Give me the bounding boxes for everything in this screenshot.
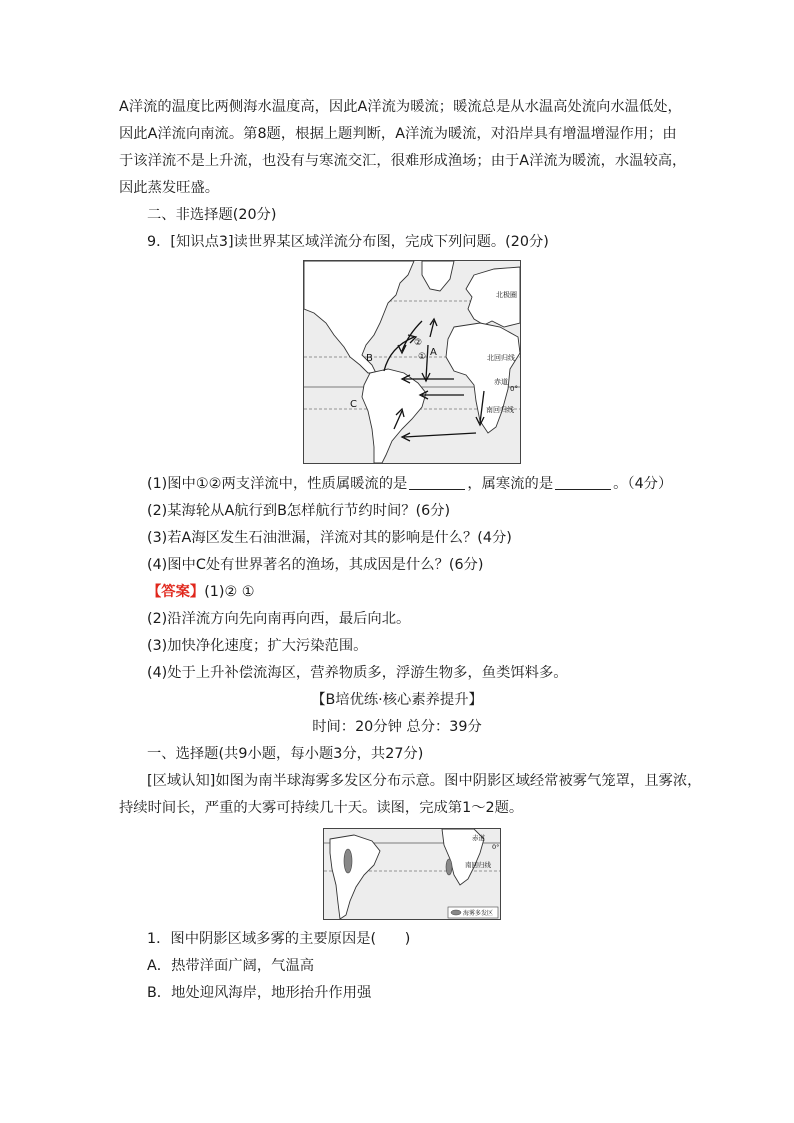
context-line-1: [区域认知]如图为南半球海雾多发区分布示意。图中阴影区域经常被雾气笼罩，且雾浓，: [147, 773, 702, 789]
arctic-circle-label: 北极圈: [496, 291, 517, 299]
answer-3: (3)加快净化速度；扩大污染范围。: [147, 638, 368, 654]
answer-label: 【答案】: [147, 584, 205, 600]
answer-blank-1[interactable]: [409, 475, 465, 490]
tropic-of-capricorn-label: 南回归线: [486, 406, 514, 414]
question-9-sub-4: (4)图中C处有世界著名的渔场，其成因是什么？(6分): [147, 557, 484, 573]
context-line-2: 持续时间长，严重的大雾可持续几十天。读图，完成第1～2题。: [119, 800, 524, 816]
ocean-current-map: [303, 260, 521, 464]
map2-equator-label: 赤道: [472, 834, 485, 842]
current-1-label: ①: [418, 352, 427, 362]
section-1-heading: 一、选择题(共9小题，每小题3分，共27分): [147, 746, 424, 762]
point-c-label: C: [350, 399, 357, 410]
option-a[interactable]: A．热带洋面广阔，气温高: [147, 958, 315, 974]
answer-4: (4)处于上升补偿流海区，营养物质多，浮游生物多，鱼类饵料多。: [147, 665, 568, 681]
point-b-label: B: [366, 353, 373, 364]
sea-fog-map: [323, 828, 501, 920]
option-b[interactable]: B．地处迎风海岸，地形抬升作用强: [147, 985, 372, 1001]
intro-line-3: 于该洋流不是上升流，也没有与寒流交汇，很难形成渔场；由于A洋流为暖流，水温较高，: [119, 153, 687, 169]
intro-line-2: 因此A洋流向南流。第8题，根据上题判断，A洋流为暖流，对沿岸具有增温增湿作用；由: [119, 126, 677, 142]
current-2-label: ②: [414, 338, 423, 348]
sub-1-prefix: (1)图中①②两支洋流中，性质属暖流的是: [147, 476, 408, 492]
sub-1-suffix: 。（4分）: [613, 476, 673, 492]
point-a-label: A: [430, 347, 437, 358]
question-9-sub-2: (2)某海轮从A航行到B怎样航行节约时间？(6分): [147, 503, 451, 519]
sub-1-middle: ，属寒流的是: [467, 476, 554, 492]
legend-fog-area-label: 海雾多发区: [463, 910, 494, 917]
equator-label: 赤道: [494, 378, 508, 386]
tropic-of-cancer-label: 北回归线: [487, 354, 515, 362]
answer-2: (2)沿洋流方向先向南再向西，最后向北。: [147, 611, 411, 627]
zero-degree-label: 0°: [510, 385, 518, 393]
section-2-heading: 二、非选择题(20分): [147, 207, 277, 223]
map2-tropic-of-capricorn-label: 南回归线: [465, 861, 491, 869]
time-total-score: 时间：20分钟 总分：39分: [312, 719, 482, 735]
answer-line-1: [147, 582, 255, 602]
intro-line-1: A洋流的温度比两侧海水温度高，因此A洋流为暖流；暖流总是从水温高处流向水温低处，: [119, 99, 682, 115]
question-9-sub-1: [147, 474, 672, 494]
question-1-stem: 1．图中阴影区域多雾的主要原因是( ): [147, 931, 411, 947]
map2-zero-degree-label: 0°: [492, 843, 500, 851]
question-9-stem: 9．[知识点3]读世界某区域洋流分布图，完成下列问题。(20分): [147, 234, 549, 250]
intro-line-4: 因此蒸发旺盛。: [119, 180, 220, 196]
question-9-sub-3: (3)若A海区发生石油泄漏，洋流对其的影响是什么？(4分): [147, 530, 512, 546]
answer-blank-2[interactable]: [555, 475, 611, 490]
answer-1: (1)② ①: [204, 584, 255, 600]
section-b-title: 【B培优练·核心素养提升】: [311, 692, 483, 708]
